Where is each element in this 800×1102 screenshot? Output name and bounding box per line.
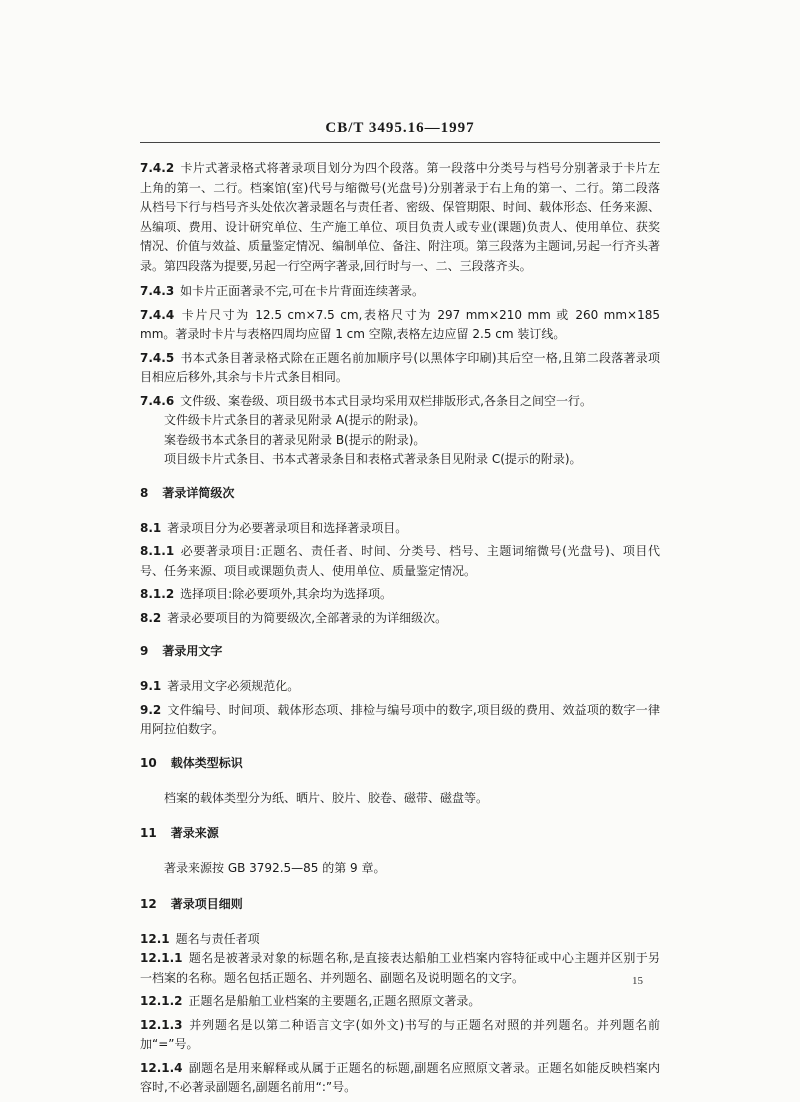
clause-number: 8.2 — [140, 610, 162, 625]
section-title: 载体类型标识 — [170, 755, 243, 770]
section-title: 著录详简级次 — [162, 485, 235, 500]
clause-7-4-5 — [140, 349, 660, 388]
clause-number: 9.1 — [140, 679, 162, 693]
clause-8-2 — [140, 609, 660, 629]
clause-9-2 — [140, 701, 660, 740]
clause-text: 卡片式著录格式将著录项目划分为四个段落。第一段落中分类号与档号分别著录于卡片左上角的第一、二行。档案馆(室)代号与缩微号(光盘号)分别著录于右上角的第一、二行。第二段落从档号下行与档号齐头处依次著录题名与责任者、密级、保管期限、时间、载体形态、任务来源、丛编项、费用、设计研究单位、生产施工单位、项目负责人或专业(课题)负责人、使用单位、获奖情况、价值与效益、质量鉴定情况、编制单位、备注、附注项。第三段落为主题词,另起一行齐头著录。第四段落为提要,另起一行空两字著录,回行时与一、二、三段落齐头。 — [140, 161, 660, 273]
section-12-heading — [140, 895, 660, 914]
clause-number: 12.1.3 — [140, 1017, 183, 1032]
clause-8-1-1 — [140, 542, 660, 581]
clause-12-1-2 — [140, 992, 660, 1012]
clause-number: 7.4.4 — [140, 307, 175, 322]
clause-number: 8.1.1 — [140, 544, 175, 558]
header-rule — [140, 142, 660, 143]
clause-text: 著录用文字必须规范化。 — [167, 679, 300, 693]
section-number: 11 — [140, 826, 157, 840]
clause-text: 副题名是用来解释或从属于正题名的标题,副题名应照原文著录。正题名如能反映档案内容时,不必著录副题名,副题名前用“:”号。 — [140, 1060, 660, 1094]
section-9-heading — [140, 642, 660, 661]
clause-8-1-2 — [140, 585, 660, 605]
clause-7-4-6-item-c: 项目级卡片式条目、书本式著录条目和表格式著录条目见附录 C(提示的附录)。 — [164, 452, 582, 466]
page-number: 15 — [632, 975, 643, 987]
clause-number: 9.2 — [140, 702, 162, 717]
clause-text: 卡片尺寸为 12.5 cm×7.5 cm,表格尺寸为 297 mm×210 mm 或 260 mm×185 mm。著录时卡片与表格四周均应留 1 cm 空隙,表格左边应留 2.5 cm 装订线。 — [140, 307, 660, 341]
section-number: 12 — [140, 896, 157, 911]
clause-number: 7.4.5 — [140, 350, 175, 365]
clause-7-4-6-item-a: 文件级卡片式条目的著录见附录 A(提示的附录)。 — [164, 413, 426, 427]
section-10-text: 档案的载体类型分为纸、晒片、胶片、胶卷、磁带、磁盘等。 — [164, 790, 489, 805]
section-title: 著录项目细则 — [170, 896, 243, 911]
clause-text: 必要著录项目:正题名、责任者、时间、分类号、档号、主题词缩微号(光盘号)、项目代号、任务来源、项目或课题负责人、使用单位、质量鉴定情况。 — [140, 544, 660, 578]
clause-number: 12.1 — [140, 931, 170, 946]
clause-text: 著录项目分为必要著录项目和选择著录项目。 — [167, 520, 408, 535]
clause-12-1 — [140, 930, 660, 950]
clause-text: 如卡片正面著录不完,可在卡片背面连续著录。 — [180, 284, 424, 298]
section-11-text: 著录来源按 GB 3792.5—85 的第 9 章。 — [164, 861, 386, 875]
clause-text: 文件编号、时间项、载体形态项、排检与编号项中的数字,项目级的费用、效益项的数字一律用阿拉伯数字。 — [140, 702, 660, 736]
clause-number: 12.1.1 — [140, 951, 183, 965]
document-body — [140, 159, 660, 1102]
clause-12-1-1 — [140, 949, 660, 988]
section-11-heading — [140, 824, 660, 843]
section-title: 著录来源 — [170, 826, 219, 840]
clause-7-4-3 — [140, 282, 660, 302]
clause-number: 7.4.6 — [140, 393, 175, 408]
clause-text: 并列题名是以第二种语言文字(如外文)书写的与正题名对照的并列题名。并列题名前加“=”号。 — [140, 1017, 660, 1051]
clause-number: 7.4.2 — [140, 161, 175, 175]
section-title: 著录用文字 — [162, 644, 223, 658]
clause-7-4-6-item-b: 案卷级书本式条目的著录见附录 B(提示的附录)。 — [164, 432, 426, 447]
section-number: 8 — [140, 485, 149, 500]
clause-text: 文件级、案卷级、项目级书本式目录均采用双栏排版形式,各条目之间空一行。 — [180, 393, 592, 408]
section-8-heading — [140, 484, 660, 503]
clause-text: 书本式条目著录格式除在正题名前加顺序号(以黑体字印刷)其后空一格,且第二段落著录项目相应后移外,其余与卡片式条目相同。 — [140, 350, 660, 384]
section-number: 9 — [140, 644, 149, 658]
clause-text: 正题名是船舶工业档案的主要题名,正题名照原文著录。 — [188, 994, 481, 1008]
clause-text: 题名与责任者项 — [175, 931, 260, 946]
clause-9-1 — [140, 677, 660, 697]
clause-number: 12.1.4 — [140, 1060, 183, 1075]
clause-number: 7.4.3 — [140, 284, 175, 298]
clause-text: 选择项目:除必要项外,其余均为选择项。 — [180, 587, 393, 601]
clause-number: 8.1 — [140, 520, 162, 535]
clause-12-1-3 — [140, 1016, 660, 1055]
section-number: 10 — [140, 755, 157, 770]
document-header: CB/T 3495.16—1997 — [325, 120, 475, 136]
clause-number: 12.1.2 — [140, 994, 183, 1008]
clause-text: 题名是被著录对象的标题名称,是直接表达船舶工业档案内容特征或中心主题并区别于另一档案的名称。题名包括正题名、并列题名、副题名及说明题名的文字。 — [140, 951, 660, 985]
clause-8-1 — [140, 519, 660, 539]
clause-number: 8.1.2 — [140, 587, 175, 601]
section-10-heading — [140, 754, 660, 773]
clause-text: 著录必要项目的为简要级次,全部著录的为详细级次。 — [167, 610, 448, 625]
clause-7-4-6 — [140, 392, 660, 412]
clause-7-4-4 — [140, 306, 660, 345]
clause-12-1-4 — [140, 1059, 660, 1098]
clause-7-4-2 — [140, 159, 660, 276]
